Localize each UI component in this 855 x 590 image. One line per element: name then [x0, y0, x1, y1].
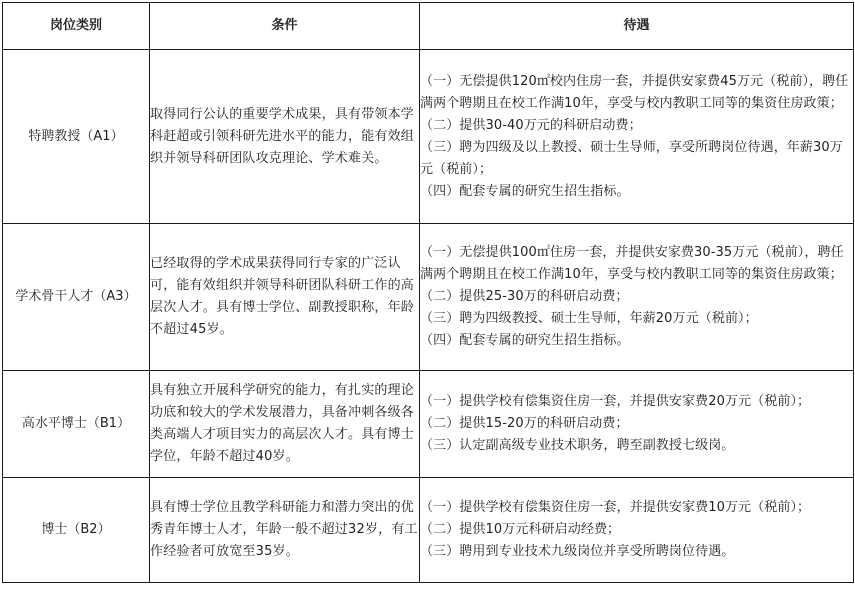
benefit-item: （一）提供学校有偿集资住房一套，并提供安家费20万元（税前）； [420, 394, 811, 409]
header-benefits: 待遇 [420, 3, 854, 50]
category-cell: 特聘教授（A1） [3, 50, 150, 224]
table-row [3, 478, 854, 583]
conditions-cell: 取得同行公认的重要学术成果，具有带领本学科赶超或引领科研先进水平的能力，能有效组织并领导科研团队攻克理论、学术难关。 [150, 50, 420, 224]
category-cell: 博士（B2） [3, 478, 150, 583]
benefits-cell [420, 224, 854, 371]
benefit-item: （二）提供25-30万的科研启动费； [420, 289, 629, 304]
talent-benefits-table [2, 2, 854, 583]
benefits-cell [420, 50, 854, 224]
benefit-item: （三）聘为四级及以上教授、硕士生导师，享受所聘岗位待遇，年薪30万元（税前）； [420, 139, 843, 177]
benefit-item: （二）提供10万元科研启动经费； [420, 522, 621, 537]
benefit-item: （三）聘用到专业技术九级岗位并享受所聘岗位待遇。 [420, 544, 735, 559]
conditions-cell: 具有博士学位且教学科研能力和潜力突出的优秀青年博士人才，年龄一般不超过32岁，有工作经验者可放宽至35岁。 [150, 478, 420, 583]
category-cell: 学术骨干人才（A3） [3, 224, 150, 371]
benefit-item: （一）无偿提供100㎡住房一套，并提供安家费30-35万元（税前），聘任满两个聘期且在校工作满10年，享受与校内教职工同等的集资住房政策； [420, 245, 844, 282]
benefit-item: （四）配套专属的研究生招生指标。 [420, 333, 630, 348]
benefit-item: （三）认定副高级专业技术职务，聘至副教授七级岗。 [420, 438, 735, 453]
header-row [3, 3, 854, 50]
table-row [3, 371, 854, 478]
benefits-cell [420, 478, 854, 583]
benefit-item: （四）配套专属的研究生招生指标。 [420, 183, 630, 199]
conditions-cell: 已经取得的学术成果获得同行专家的广泛认可，能有效组织并领导科研团队科研工作的高层次人才。具有博士学位、副教授职称，年龄不超过45岁。 [150, 224, 420, 371]
benefit-item: （二）提供15-20万的科研启动费； [420, 416, 629, 431]
benefit-item: （二）提供30-40万元的科研启动费； [420, 117, 642, 133]
benefit-item: （三）聘为四级教授、硕士生导师，年薪20万元（税前）； [420, 311, 758, 326]
header-conditions: 条件 [150, 3, 420, 50]
table-row [3, 224, 854, 371]
header-category: 岗位类别 [3, 3, 150, 50]
table-row [3, 50, 854, 224]
benefits-cell [420, 371, 854, 478]
category-cell: 高水平博士（B1） [3, 371, 150, 478]
benefit-item: （一）无偿提供120㎡校内住房一套，并提供安家费45万元（税前），聘任满两个聘期且在校工作满10年，享受与校内教职工同等的集资住房政策； [420, 73, 849, 111]
conditions-cell: 具有独立开展科学研究的能力，有扎实的理论功底和较大的学术发展潜力，具备冲刺各级各类高端人才项目实力的高层次人才。具有博士学位，年龄不超过40岁。 [150, 371, 420, 478]
benefit-item: （一）提供学校有偿集资住房一套，并提供安家费10万元（税前）； [420, 500, 811, 515]
